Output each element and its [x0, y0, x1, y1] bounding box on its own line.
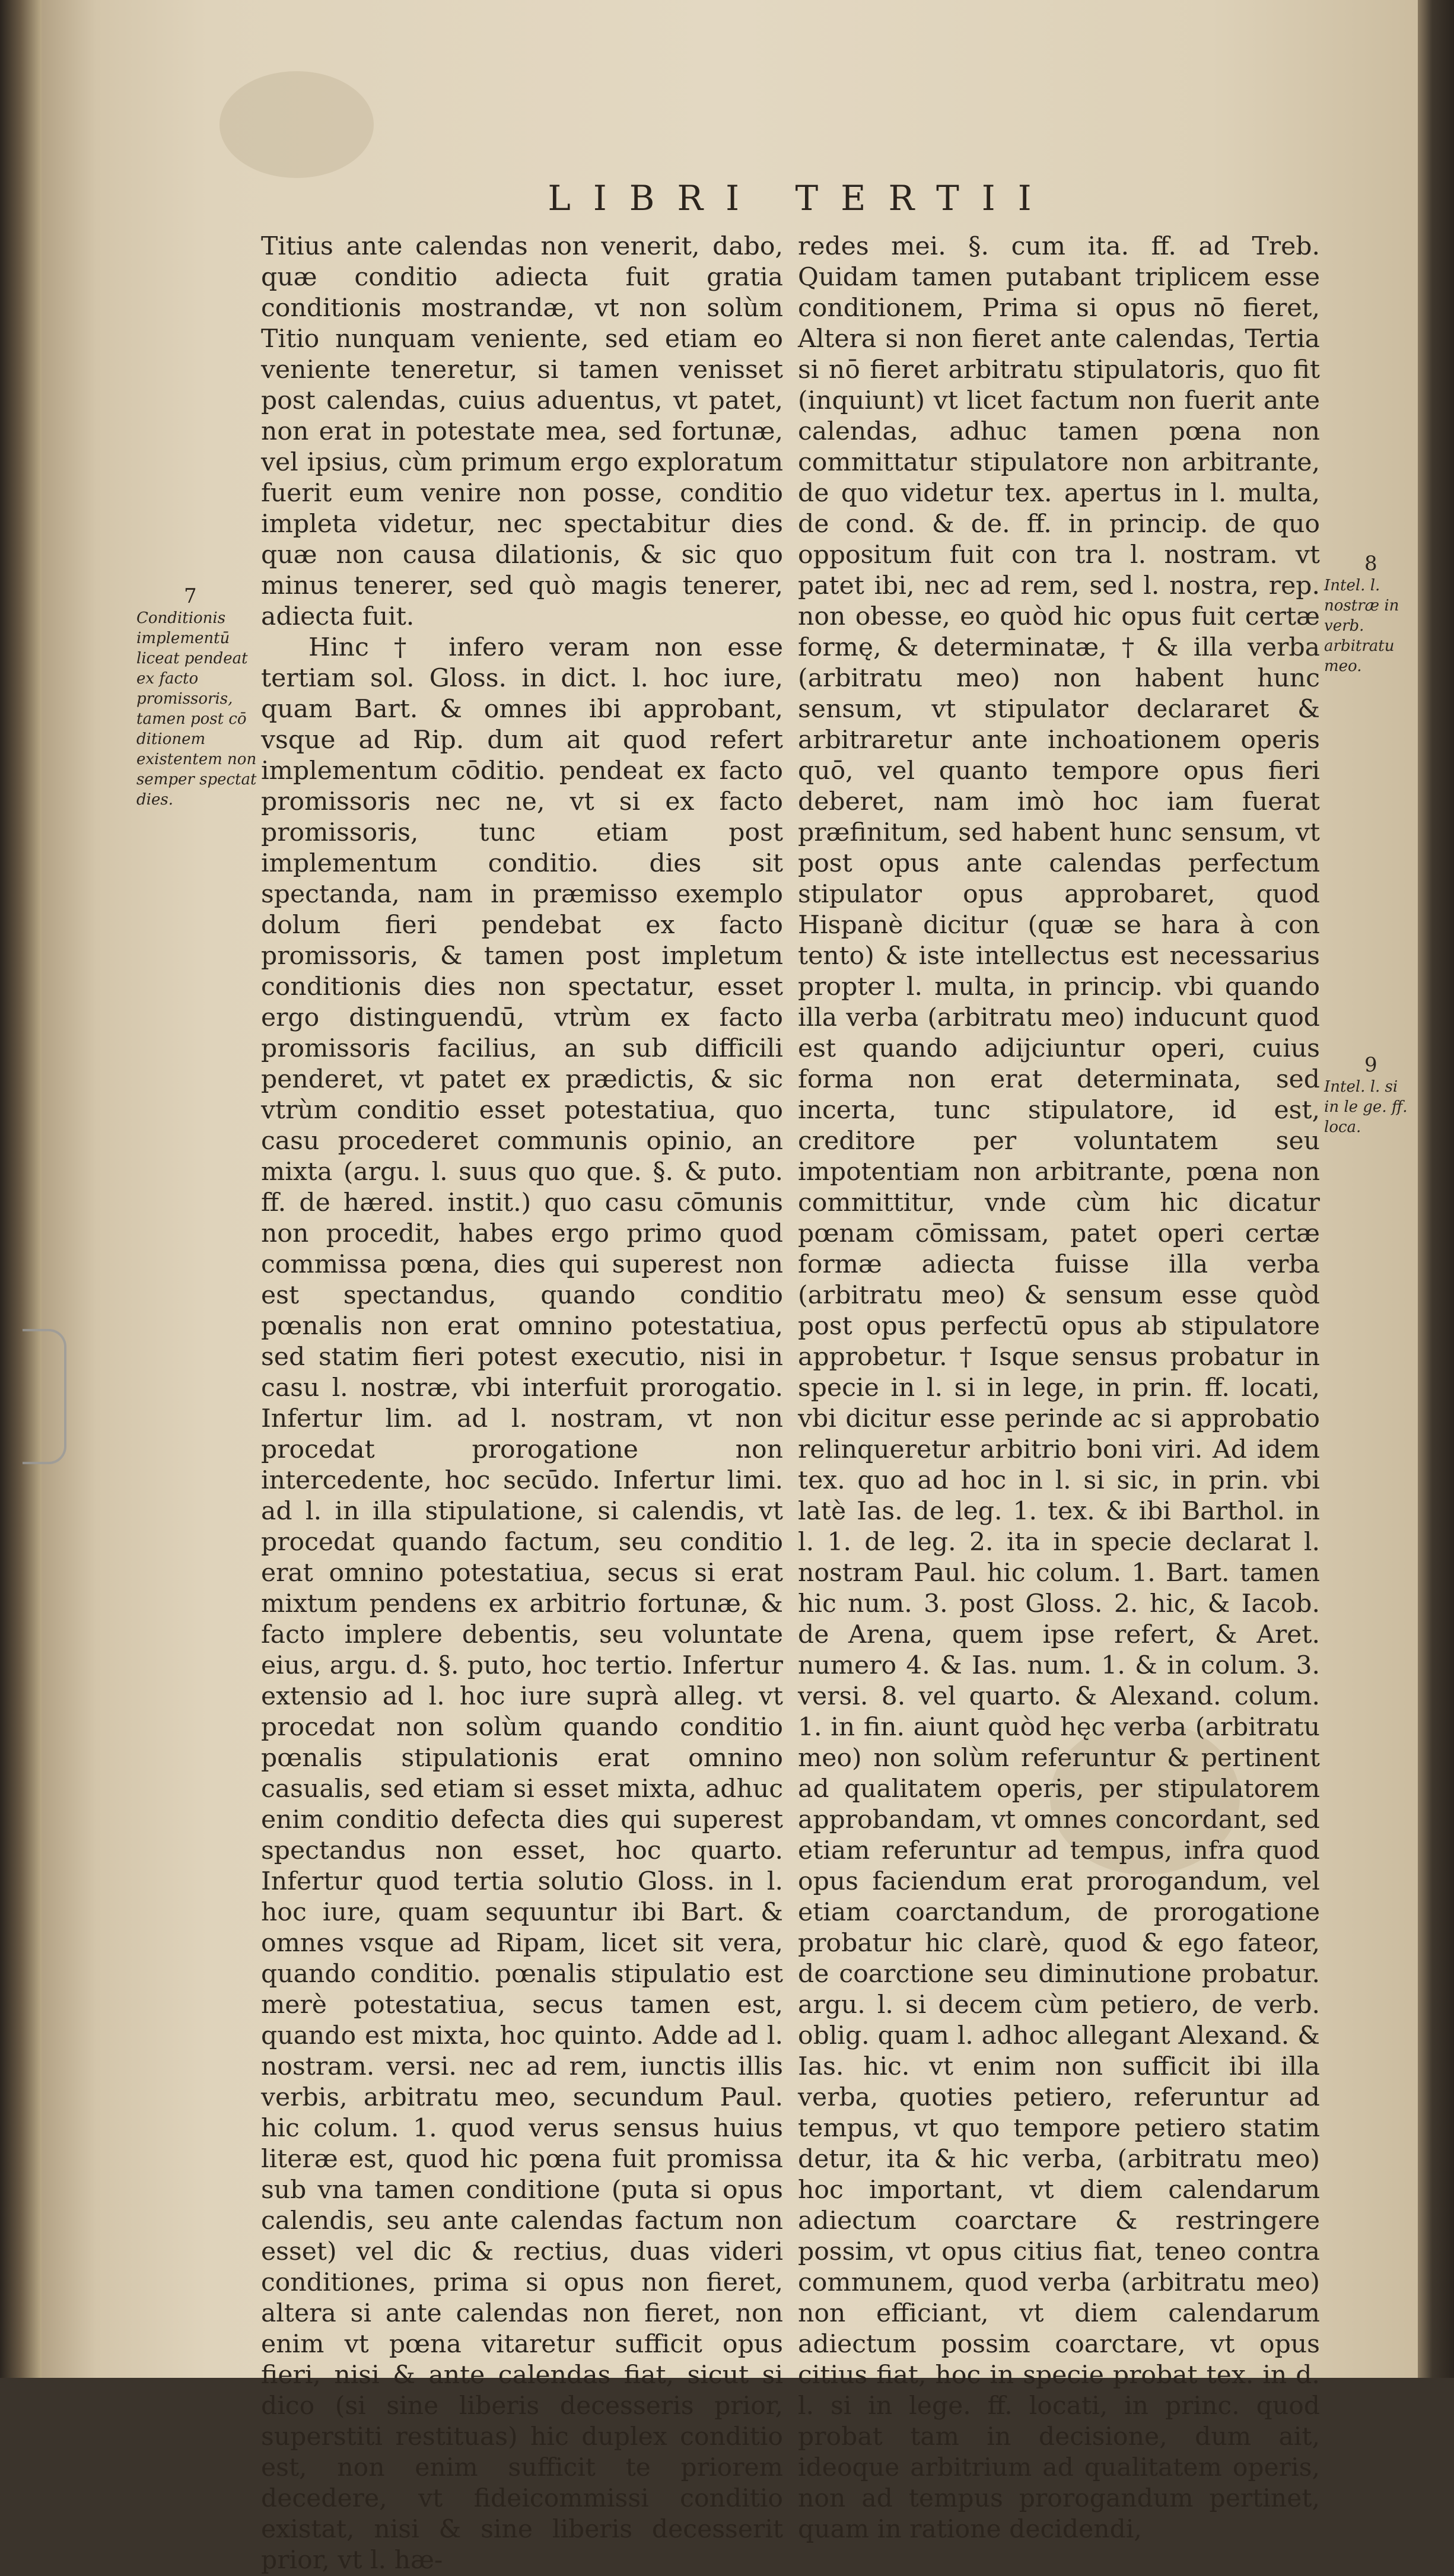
- right-paragraph-1: redes mei. §. cum ita. ff. ad Treb. Quidam tamen putabant triplicem esse conditionem, Prima si opus nō fieret, Altera si non fieret ante calendas, Tertia si nō fieret arbitratu stipulatoris, quo fit (inquiunt) vt licet factum non fuerit ante calendas, adhuc tamen pœna non committatur stipulatore non arbitrante, de quo videtur tex. apertus in l. multa, de cond. & de. ff. in princip. de quo oppositum fuit con tra l. nostram. vt patet ibi, nec ad rem, sed l. nostra, rep. non obesse, eo quòd hic opus fuit certæ formę, & determinatæ, † & illa verba (arbitratu meo) non habent hunc sensum, vt stipulator declararet & arbitraretur ante inchoationem operis quō, vel quanto tempore opus fieri deberet, nam imò hoc iam fuerat præfinitum, sed habent hunc sensum, vt post opus ante calendas perfectum stipulator opus approbaret, quod Hispanè dicitur (quæ se hara à con tento) & iste intellectus est necessarius propter l. multa, in princip. vbi quando illa verba (arbitratu meo) inducunt quod est quando adijciuntur operi, cuius forma non erat determinata, sed incerta, tunc stipulatore, id est, creditore per voluntatem seu impotentiam non arbitrante, pœna non committitur, vnde cùm hic dicatur pœnam cōmissam, patet operi certæ formæ adiecta fuisse illa verba (arbitratu meo) & sensum esse quòd post opus perfectū opus ab stipulatore approbetur. † Isque sensus probatur in specie in l. si in lege, in prin. ff. locati, vbi dicitur esse perinde ac si approbatio relinqueretur arbitrio boni viri. Ad idem tex. quo ad hoc in l. si sic, in prin. vbi latè Ias. de leg. 1. tex. & ibi Barthol. in l. 1. de leg. 2. ita in specie declarat l. nostram Paul. hic colum. 1. Bart. tamen hic num. 3. post Gloss. 2. hic, & Iacob. de Arena, quem ipse refert, & Aret. numero 4. & Ias. num. 1. & in colum. 3. versi. 8. vel quarto. & Alexand. colum. 1. in fin. aiunt quòd hęc verba (arbitratu meo) non solùm referuntur & pertinent ad qualitatem operis, per stipulatorem approbandam, vt omnes concordant, sed etiam referuntur ad tempus, infra quod opus faciendum erat prorogandum, vel etiam coarctandum, de prorogatione probatur hic clarè, quod & ego fateor, de coarctione seu diminutione probatur. argu. l. si decem cùm petiero, de verb. oblig. quam l. adhoc allegant Alexand. & Ias. hic. vt enim non sufficit ibi illa verba, quoties petiero, referuntur ad tempus, vt quo tempore petiero statim detur, ita & hic verba, (arbitratu meo) hoc important, vt diem calendarum adiectum coarctare & restringere possim, vt opus citius fiat, teneo contra communem, quod verba (arbitratu meo) non efficiant, vt diem calendarum adiectum possim coarctare, vt opus citius fiat, hoc in specie probat tex. in d. l. si in lege. ff. locati, in princ. quod probat tam in decisione, dum ait, ideoque arbitrium ad qualitatem operis, non ad tempus prorogandum pertinet, quam in ratione decidendi,: [798, 232, 1320, 2544]
- margin-note-8: Intel. l. nostræ in verb. arbitratu meo.: [1324, 577, 1399, 675]
- paper-clip: [23, 1329, 66, 1464]
- right-text-column: [798, 231, 1320, 2545]
- book-binding-left: [0, 0, 42, 2378]
- margin-note-7-number: 7: [184, 584, 197, 608]
- book-edge-right: [1418, 0, 1454, 2378]
- margin-note-8-number: 8: [1364, 552, 1377, 575]
- left-paragraph-1: Titius ante calendas non venerit, dabo, quæ conditio adiecta fuit gratia conditionis mostrandæ, vt non solùm Titio nunquam veniente, sed etiam eo veniente teneretur, si tamen venisset post calendas, cuius aduentus, vt patet, non erat in potestate mea, sed fortunæ, vel ipsius, cùm primum ergo exploratum fuerit eum venire non posse, conditio impleta videtur, nec spectabitur dies quæ non causa dilationis, & sic quo minus tenerer, sed quò magis tenerer, adiecta fuit.: [261, 232, 783, 631]
- margin-note-7: Conditionis implementū liceat pendeat ex facto promissoris, tamen post cō ditionem existentem non semper spectat dies.: [136, 609, 257, 809]
- margin-note-9-number: 9: [1364, 1053, 1377, 1077]
- page-stain: [219, 71, 374, 178]
- margin-note-9: Intel. l. si in le ge. ff. loca.: [1324, 1078, 1408, 1136]
- running-head: LIBRI TERTII: [548, 178, 1054, 218]
- left-paragraph-2: Hinc † infero veram non esse tertiam sol. Gloss. in dict. l. hoc iure, quam Bart. & omnes ibi approbant, vsque ad Rip. dum ait quod refert implementum cōditio. pendeat ex facto promissoris nec ne, vt si ex facto promissoris, tunc etiam post implementum conditio. dies sit spectanda, nam in præmisso exemplo dolum fieri pendebat ex facto promissoris, & tamen post impletum conditionis dies non spectatur, esset ergo distinguendū, vtrùm ex facto promissoris facilius, an sub difficili penderet, vt patet ex prædictis, & sic vtrùm conditio esset potestatiua, quo casu procederet communis opinio, an mixta (argu. l. suus quo que. §. & puto. ff. de hæred. instit.) quo casu cōmunis non procedit, habes ergo primo quod commissa pœna, dies qui superest non est spectandus, quando conditio pœnalis non erat omnino potestatiua, sed statim fieri potest executio, nisi in casu l. nostræ, vbi interfuit prorogatio. Infertur lim. ad l. nostram, vt non procedat prorogatione non intercedente, hoc secūdo. Infertur limi. ad l. in illa stipulatione, si calendis, vt procedat quando factum, seu conditio erat omnino potestatiua, secus si erat mixtum pendens ex arbitrio fortunæ, & facto implere debentis, seu voluntate eius, argu. d. §. puto, hoc tertio. Infertur extensio ad l. hoc iure suprà alleg. vt procedat non solùm quando conditio pœnalis stipulationis erat omnino casualis, sed etiam si esset mixta, adhuc enim conditio defecta dies qui superest spectandus non esset, hoc quarto. Infertur quod tertia solutio Gloss. in l. hoc iure, quam sequuntur ibi Bart. & omnes vsque ad Ripam, licet sit vera, quando conditio. pœnalis stipulatio est merè potestatiua, secus tamen est, quando est mixta, hoc quinto. Adde ad l. nostram. versi. nec ad rem, iunctis illis verbis, arbitratu meo, secundum Paul. hic colum. 1. quod verus sensus huius literæ est, quod hic pœna fuit promissa sub vna tamen conditione (puta si opus calendis, seu ante calendas factum non esset) vel dic & rectius, duas videri conditiones, prima si opus non fieret, altera si ante calendas non fieret, non enim vt pœna vitaretur sufficit opus fieri, nisi & ante calendas fiat, sicut si dico (si sine liberis decesseris prior, superstiti restituas) hic duplex conditio est, non enim sufficit te priorem decedere, vt fideicommissi conditio existat, nisi & sine liberis decesserit prior, vt l. hæ-: [261, 633, 783, 2575]
- left-text-column: [261, 231, 783, 2576]
